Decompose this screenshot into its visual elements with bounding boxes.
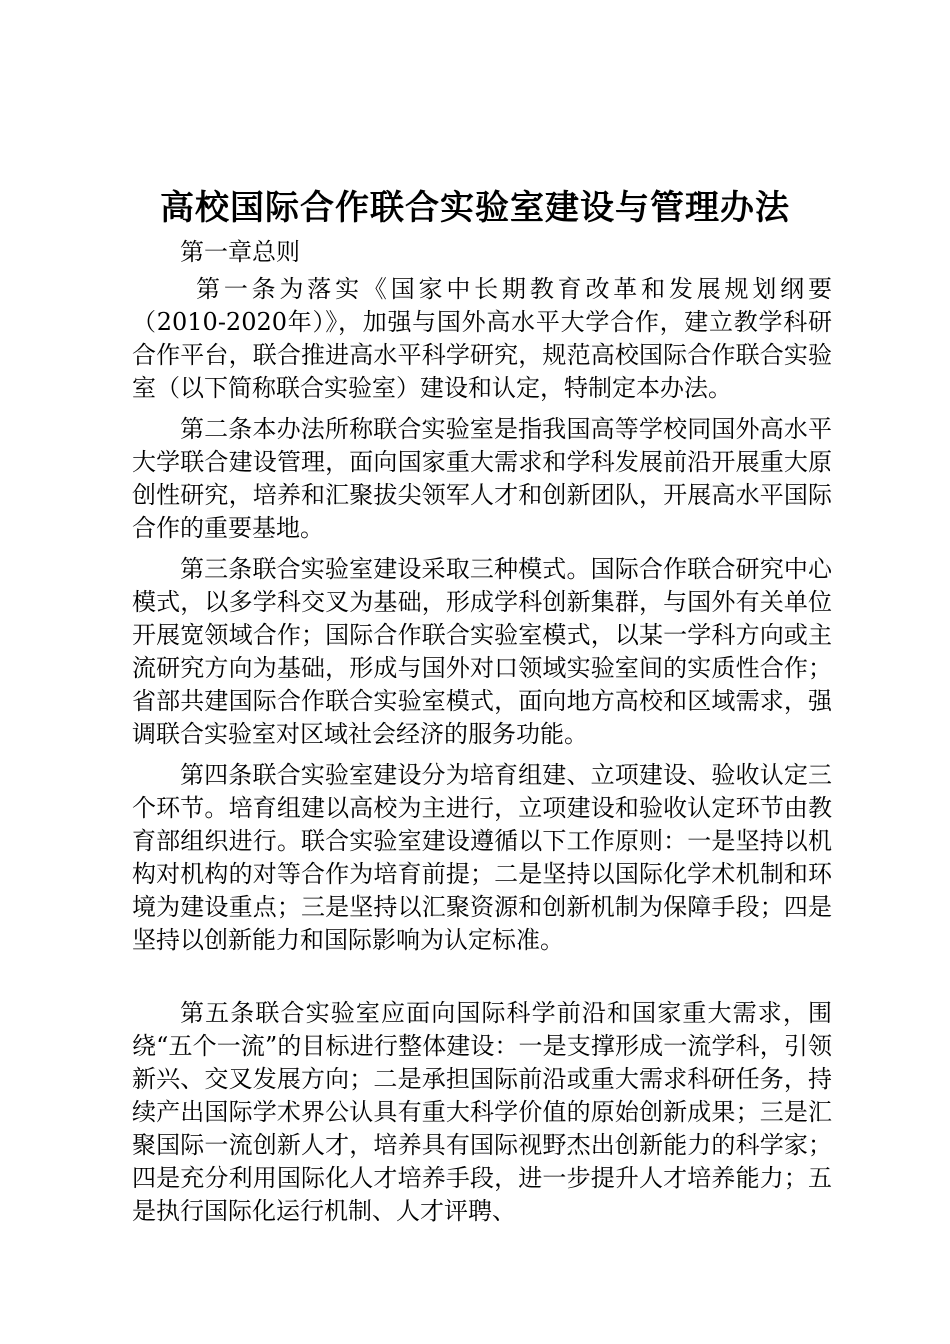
document-body xyxy=(132,236,832,1228)
chapter-heading: 第一章总则 xyxy=(180,238,300,266)
article-paragraph: 第三条联合实验室建设采取三种模式。国际合作联合研究中心模式，以多学科交叉为基础，形成学科创新集群，与国外有关单位开展宽领域合作；国际合作联合实验室模式，以某一学科方向或主流研究方向为基础，形成与国外对口领域实验室间的实质性合作；省部共建国际合作联合实验室模式，面向地方高校和区域需求，强调联合实验室对区域社会经济的服务功能。 xyxy=(132,555,832,748)
document-title: 高校国际合作联合实验室建设与管理办法 xyxy=(160,188,790,228)
article-paragraph: 第五条联合实验室应面向国际科学前沿和国家重大需求，围绕“五个一流”的目标进行整体建设：一是支撑形成一流学科，引领新兴、交叉发展方向；二是承担国际前沿或重大需求科研任务，持续产出国际学术界公认具有重大科学价值的原始创新成果；三是汇聚国际一流创新人才，培养具有国际视野杰出创新能力的科学家；四是充分利用国际化人才培养手段，进一步提升人才培养能力；五是执行国际化运行机制、人才评聘、 xyxy=(132,999,832,1225)
article-paragraph: 第四条联合实验室建设分为培育组建、立项建设、验收认定三个环节。培育组建以高校为主进行，立项建设和验收认定环节由教育部组织进行。联合实验室建设遵循以下工作原则：一是坚持以机构对机构的对等合作为培育前提；二是坚持以国际化学术机制和环境为建设重点；三是坚持以汇聚资源和创新机制为保障手段；四是坚持以创新能力和国际影响为认定标准。 xyxy=(132,761,832,954)
article-paragraph: 第一条为落实《国家中长期教育改革和发展规划纲要（2010-2020年）》，加强与国外高水平大学合作，建立教学科研合作平台，联合推进高水平科学研究，规范高校国际合作联合实验室（以下简称联合实验室）建设和认定，特制定本办法。 xyxy=(132,275,832,402)
article-paragraph: 第二条本办法所称联合实验室是指我国高等学校同国外高水平大学联合建设管理，面向国家重大需求和学科发展前沿开展重大原创性研究，培养和汇聚拔尖领军人才和创新团队，开展高水平国际合作的重要基地。 xyxy=(132,415,832,542)
